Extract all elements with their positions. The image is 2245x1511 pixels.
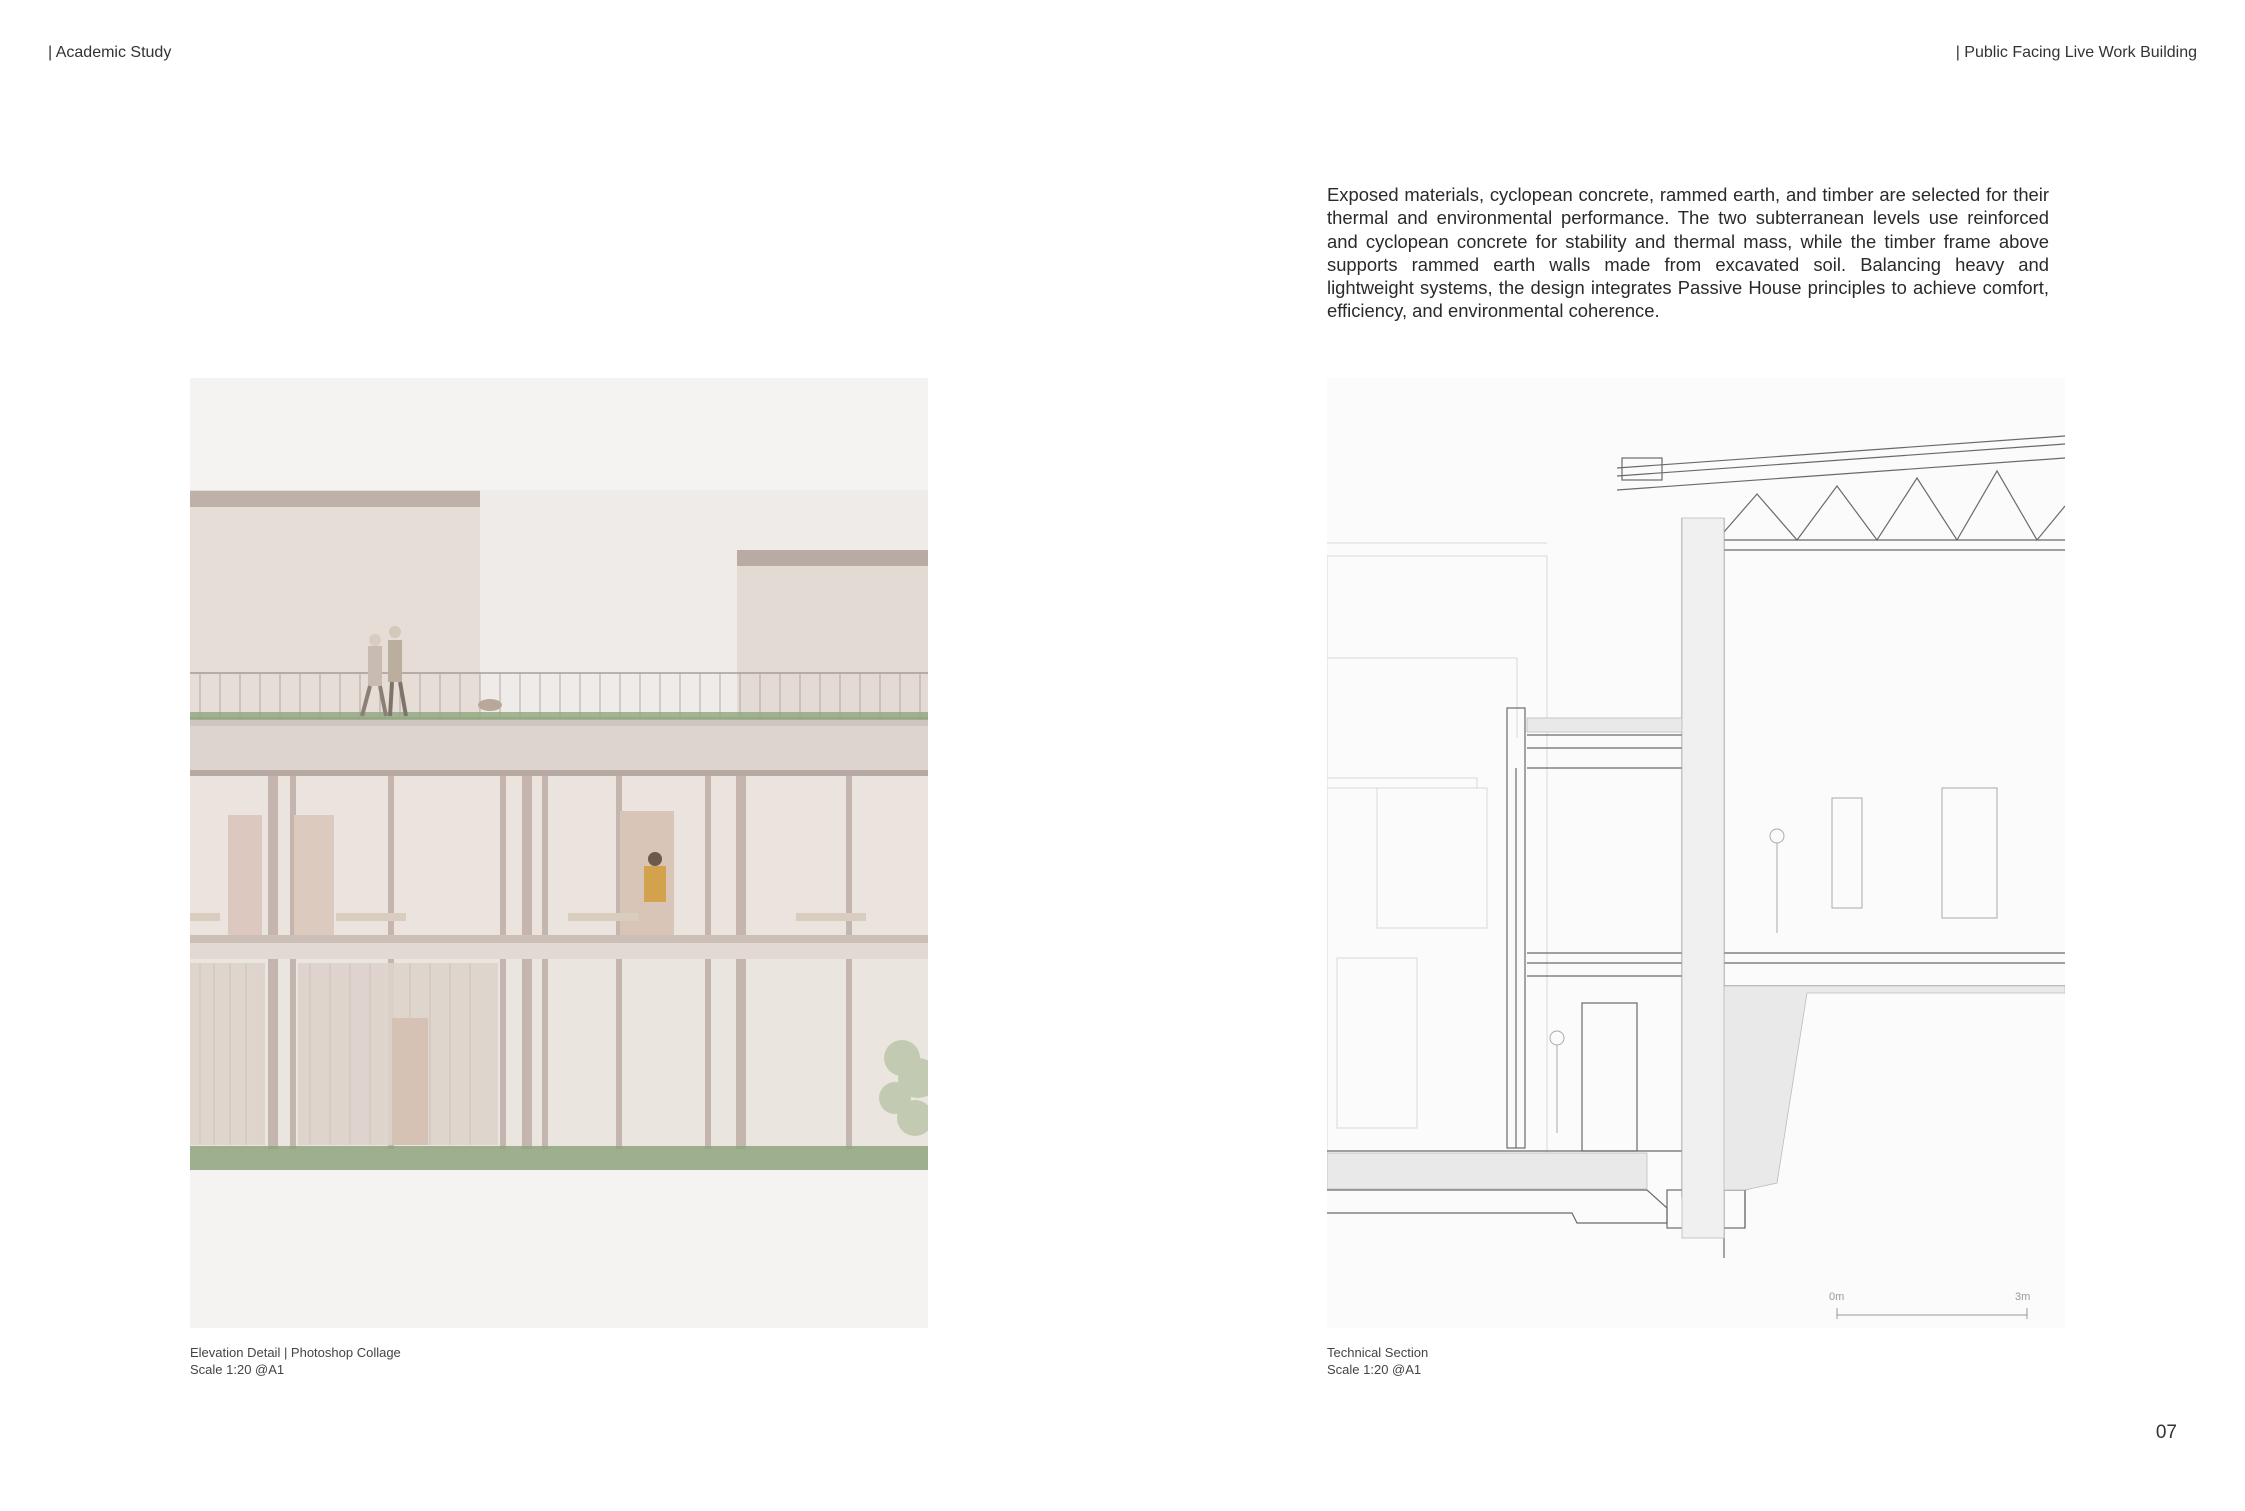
header-right: | Public Facing Live Work Building xyxy=(1955,44,2197,61)
intro-paragraph: Exposed materials, cyclopean concrete, rammed earth, and timber are selected for their thermal and environmental performance. The two subterranean levels use reinforced and cyclopean concrete for stability and thermal mass, while the timber frame above supports rammed earth walls made from excavated soil. Balancing heavy and lightweight systems, the design integrates Passive House principles to achieve comfort, efficiency, and environmental coherence. xyxy=(1327,184,2049,322)
page-number: 07 xyxy=(2155,1422,2177,1443)
scale-bar-start: 0m xyxy=(1829,1291,1845,1303)
elevation-caption-title: Elevation Detail | Photoshop Collage xyxy=(190,1345,401,1360)
header-left: | Academic Study xyxy=(48,44,172,61)
elevation-collage-image xyxy=(190,378,928,1328)
elevation-caption-scale: Scale 1:20 @A1 xyxy=(190,1362,285,1377)
scale-bar-end: 3m xyxy=(2015,1291,2031,1303)
section-caption-scale: Scale 1:20 @A1 xyxy=(1327,1362,1422,1377)
technical-section-drawing xyxy=(1327,378,2065,1328)
elevation-caption xyxy=(190,1344,401,1378)
scale-bar xyxy=(1829,1291,2030,1319)
elevation-collage-drawing xyxy=(190,378,928,1328)
section-caption xyxy=(1327,1344,1428,1378)
technical-section-svg xyxy=(1327,378,2065,1328)
section-caption-title: Technical Section xyxy=(1327,1345,1429,1360)
